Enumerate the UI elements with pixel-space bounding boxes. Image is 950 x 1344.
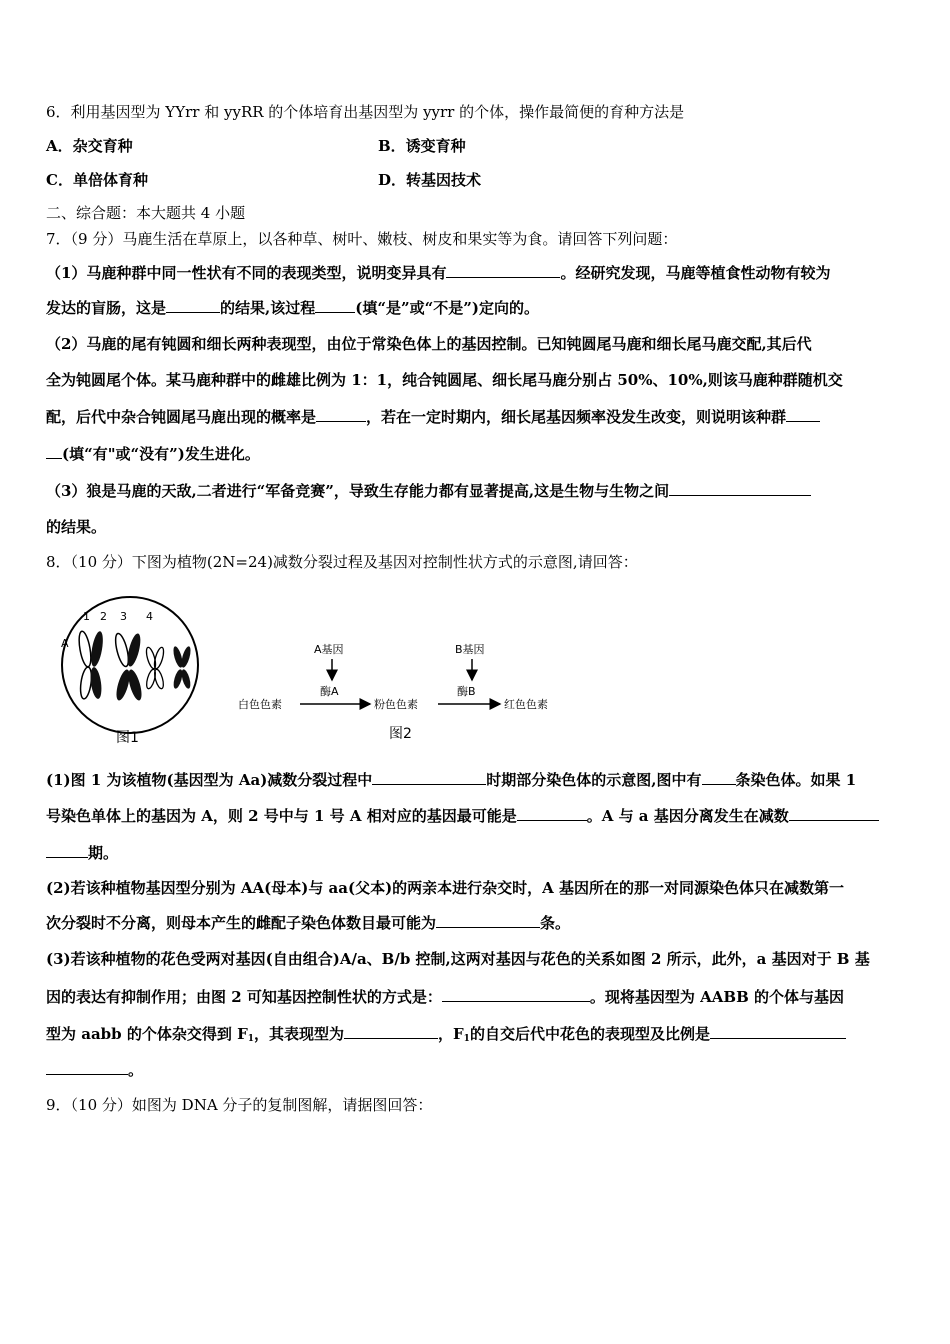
answer-blank[interactable] bbox=[789, 806, 879, 821]
gene-b-label: B基因 bbox=[455, 643, 485, 656]
q8-text: ，其表现型为 bbox=[254, 1025, 345, 1043]
q8-text: 号染色单体上的基因为 A，则 2 号中与 1 号 A 相对应的基因最可能是 bbox=[46, 807, 517, 825]
q7-part2-line3 bbox=[46, 407, 820, 427]
q8-text: 。A 与 a 基因分离发生在减数 bbox=[586, 807, 789, 825]
answer-blank[interactable] bbox=[166, 298, 220, 313]
q8-text: ，F bbox=[438, 1025, 464, 1043]
answer-blank[interactable] bbox=[710, 1024, 846, 1039]
answer-blank[interactable] bbox=[316, 407, 366, 422]
chromosome-pair-2 bbox=[113, 632, 144, 701]
answer-blank[interactable] bbox=[669, 481, 811, 496]
chromatid-number-4: 4 bbox=[146, 610, 153, 623]
figure-1-caption: 图1 bbox=[116, 730, 139, 746]
pigment-white: 白色色素 bbox=[238, 698, 282, 711]
q7-text: 配，后代中杂合钝圆尾马鹿出现的概率是 bbox=[46, 408, 317, 426]
chromosome-pair-3 bbox=[145, 646, 166, 689]
q8-part1-line3 bbox=[46, 843, 118, 863]
answer-blank[interactable] bbox=[315, 298, 355, 313]
answer-blank[interactable] bbox=[702, 770, 736, 785]
q8-text: 期。 bbox=[88, 844, 119, 862]
q8-text: 。现将基因型为 AABB 的个体与基因 bbox=[589, 988, 844, 1006]
q7-stem: 7．（9 分）马鹿生活在草原上，以各种草、树叶、嫩枝、树皮和果实等为食。请回答下列问题： bbox=[46, 230, 678, 248]
q8-part2-line2 bbox=[46, 913, 570, 933]
q8-text: 型为 aabb 的个体杂交得到 F bbox=[46, 1025, 248, 1043]
q7-part3-line2: 的结果。 bbox=[46, 518, 107, 536]
q8-part2-line1: (2)若该种植物基因型分别为 AA(母本)与 aa(父本)的两亲本进行杂交时，A 基因所在的那一对同源染色体只在减数第一 bbox=[46, 879, 845, 897]
enzyme-b-label: 酶B bbox=[457, 685, 476, 698]
answer-blank[interactable] bbox=[372, 770, 486, 785]
chromatid-number-3: 3 bbox=[120, 610, 127, 623]
pigment-pink: 粉色色素 bbox=[374, 698, 418, 711]
answer-blank[interactable] bbox=[46, 1060, 128, 1075]
q7-part2-line2: 全为钝圆尾个体。某马鹿种群中的雌雄比例为 1：1，纯合钝圆尾、细长尾马鹿分别占 50%、10%,则该马鹿种群随机交 bbox=[46, 371, 843, 389]
q8-part3-line4 bbox=[46, 1060, 143, 1080]
q8-part1-line1 bbox=[46, 770, 856, 790]
chromatid-number-2: 2 bbox=[100, 610, 107, 623]
q7-part3-line1 bbox=[46, 481, 811, 501]
q8-text: 条。 bbox=[540, 914, 571, 932]
q6-stem: 6．利用基因型为 YYrr 和 yyRR 的个体培育出基因型为 yyrr 的个体，操作最简便的育种方法是 bbox=[46, 103, 685, 121]
gene-a-label: A基因 bbox=[314, 643, 344, 656]
gene-label-a: A bbox=[61, 637, 69, 650]
answer-blank[interactable] bbox=[786, 407, 820, 422]
q6-option-c: C．单倍体育种 bbox=[46, 171, 148, 189]
pigment-red: 红色色素 bbox=[504, 698, 548, 711]
chromosome-pair-4 bbox=[172, 645, 193, 689]
q8-stem: 8．（10 分）下图为植物(2N=24)减数分裂过程及基因对控制性状方式的示意图,请回答： bbox=[46, 553, 638, 571]
q8-text: 。 bbox=[128, 1061, 144, 1079]
q7-part2-line4 bbox=[46, 444, 260, 464]
q7-part1-line1 bbox=[46, 263, 830, 283]
q6-option-d: D．转基因技术 bbox=[378, 171, 482, 189]
q8-part3-line3 bbox=[46, 1024, 846, 1049]
section-heading: 二、综合题：本大题共 4 小题 bbox=[46, 204, 246, 222]
q7-text: （3）狼是马鹿的天敌,二者进行“军备竞赛”，导致生存能力都有显著提高,这是生物与生物之间 bbox=[46, 482, 670, 500]
q7-text: (填“有"或“没有”)发生进化。 bbox=[62, 445, 260, 463]
chromatid-number-1: 1 bbox=[83, 610, 90, 623]
chromosome-pair-1 bbox=[77, 630, 105, 699]
q8-text: 的自交后代中花色的表现型及比例是 bbox=[469, 1025, 710, 1043]
answer-blank[interactable] bbox=[344, 1024, 438, 1039]
answer-blank[interactable] bbox=[46, 843, 88, 858]
q8-text: 因的表达有抑制作用；由图 2 可知基因控制性状的方式是： bbox=[46, 988, 442, 1006]
answer-blank[interactable] bbox=[517, 806, 587, 821]
q7-text: 。经研究发现，马鹿等植食性动物有较为 bbox=[560, 264, 831, 282]
subscript-1: 1 bbox=[247, 1034, 254, 1044]
enzyme-a-label: 酶A bbox=[320, 685, 339, 698]
subscript-1: 1 bbox=[463, 1034, 470, 1044]
q8-text: 次分裂时不分离，则母本产生的雌配子染色体数目最可能为 bbox=[46, 914, 437, 932]
q7-part1-line2 bbox=[46, 298, 539, 318]
answer-blank[interactable] bbox=[442, 987, 590, 1002]
q7-part2-line1: （2）马鹿的尾有钝圆和细长两种表现型，由位于常染色体上的基因控制。已知钝圆尾马鹿和细长尾马鹿交配,其后代 bbox=[46, 335, 812, 353]
q8-text: 条染色体。如果 1 bbox=[735, 771, 857, 789]
figure-2-caption: 图2 bbox=[389, 726, 412, 742]
answer-blank[interactable] bbox=[436, 913, 540, 928]
q6-option-a: A．杂交育种 bbox=[46, 137, 133, 155]
q8-part3-line1: (3)若该种植物的花色受两对基因(自由组合)A/a、B/b 控制,这两对基因与花色的关系如图 2 所示，此外，a 基因对于 B 基 bbox=[46, 950, 870, 968]
answer-blank[interactable] bbox=[46, 444, 62, 459]
q8-part3-line2 bbox=[46, 987, 844, 1007]
q7-text: 的结果,该过程 bbox=[220, 299, 316, 317]
q7-text: (填“是”或“不是”)定向的。 bbox=[355, 299, 539, 317]
answer-blank[interactable] bbox=[446, 263, 560, 278]
q6-option-b: B．诱变育种 bbox=[378, 137, 466, 155]
q8-part1-line2 bbox=[46, 806, 879, 826]
q7-text: 发达的盲肠，这是 bbox=[46, 299, 167, 317]
q8-text: 时期部分染色体的示意图,图中有 bbox=[486, 771, 702, 789]
q9-stem: 9．（10 分）如图为 DNA 分子的复制图解，请据图回答： bbox=[46, 1096, 433, 1114]
q7-text: ，若在一定时期内，细长尾基因频率没发生改变，则说明该种群 bbox=[366, 408, 787, 426]
q8-text: (1)图 1 为该植物(基因型为 Aa)减数分裂过程中 bbox=[46, 771, 373, 789]
q7-text: （1）马鹿种群中同一性状有不同的表现类型，说明变异具有 bbox=[46, 264, 447, 282]
